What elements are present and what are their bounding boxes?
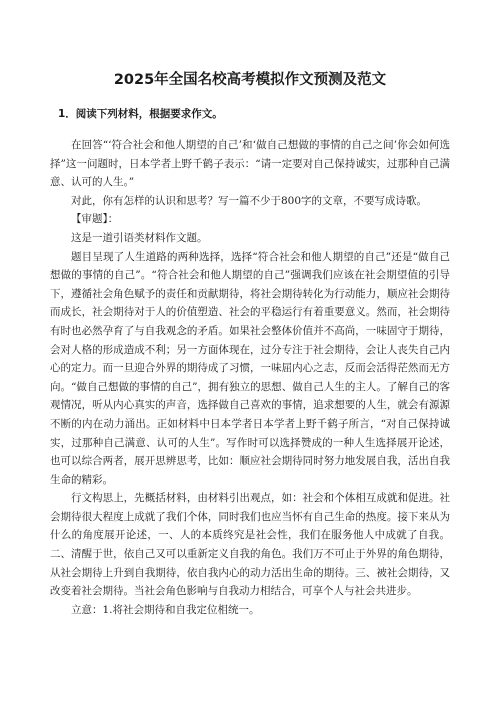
requirement-paragraph: 对此，你有怎样的认识和思考？写一篇不少于800字的文章，不要写成诗歌。 bbox=[71, 194, 428, 207]
question-heading: 1．阅读下列材料，根据要求作文。 bbox=[58, 108, 223, 120]
analysis-paragraph: 题目呈现了人生道路的两种选择，选择“符合社会和他人期望的自己”还是“做自己想做的事情的自己”。“符合社会和他人期望的自己”强调我们应该在社会期望值的引导下，遵循社会角色赋予的责任和贡献期待，将社会期待转化为行动能力，顺应社会期待而成长，社会期待对于人的价值塑造、社会的平稳运行有着重要意义。然而，社会期待有时也必然孕育了与自我观念的矛盾。如果社会整体价值并不高尚，一味固守于期待，会对人格的形成造成不利；另一方面体现在，过分专注于社会期待，会让人丧失自己内心的定力。而一旦迎合外界的期待成了习惯，一味屈内心之志，反而会活得茫然而无方向。“做自己想做的事情的自己”，拥有独立的思想、做自己人生的主人。了解自己的客观情况，听从内心真实的声音，选择做自己喜欢的事情，追求想要的人生，就会有源源不断的内在动力涌出。正如材料中日本学者日本学者上野千鹤子所言，“对自己保持诚实，过那种自己满意、认可的人生”。写作时可以选择赞成的一种人生选择展开论述，也可以综合两者，展开思辨思考，比如：顺应社会期待同时努力地发展自我，活出自我生命的精彩。 bbox=[50, 250, 450, 486]
thesis-paragraph: 立意：1.将社会期待和自我定位相统一。 bbox=[71, 603, 260, 616]
review-intro: 这是一道引语类材料作文题。 bbox=[71, 231, 208, 244]
page-title: 2025年全国名校高考模拟作文预测及范文 bbox=[113, 72, 387, 88]
structure-paragraph: 行文构思上，先概括材料，由材料引出观点，如：社会和个体相互成就和促进。社会期待很大程度上成就了我们个体，同时我们也应当怀有自己生命的热度。接下来从为什么的角度展开论述，一、人的本质终究是社会性，我们在服务他人中成就了自我。二、清醒于世，依自己又可以重新定义自我的角色。我们万不可止于外界的角色期待，从社会期待上升到自我期待，依自我内心的动力活出生命的期待。三、被社会期待，又改变着社会期待。当社会角色影响与自我动力相结合，可享个人与社会共进步。 bbox=[50, 492, 450, 598]
review-label: 【审题】： bbox=[71, 213, 119, 226]
material-paragraph: 在回答“‘符合社会和他人期望的自己’和‘做自己想做的事情的自己之间’你会如何选择”这一问题时，日本学者上野千鹤子表示：“请一定要对自己保持诚实，过那种自己满意、认可的人生。” bbox=[50, 139, 450, 189]
